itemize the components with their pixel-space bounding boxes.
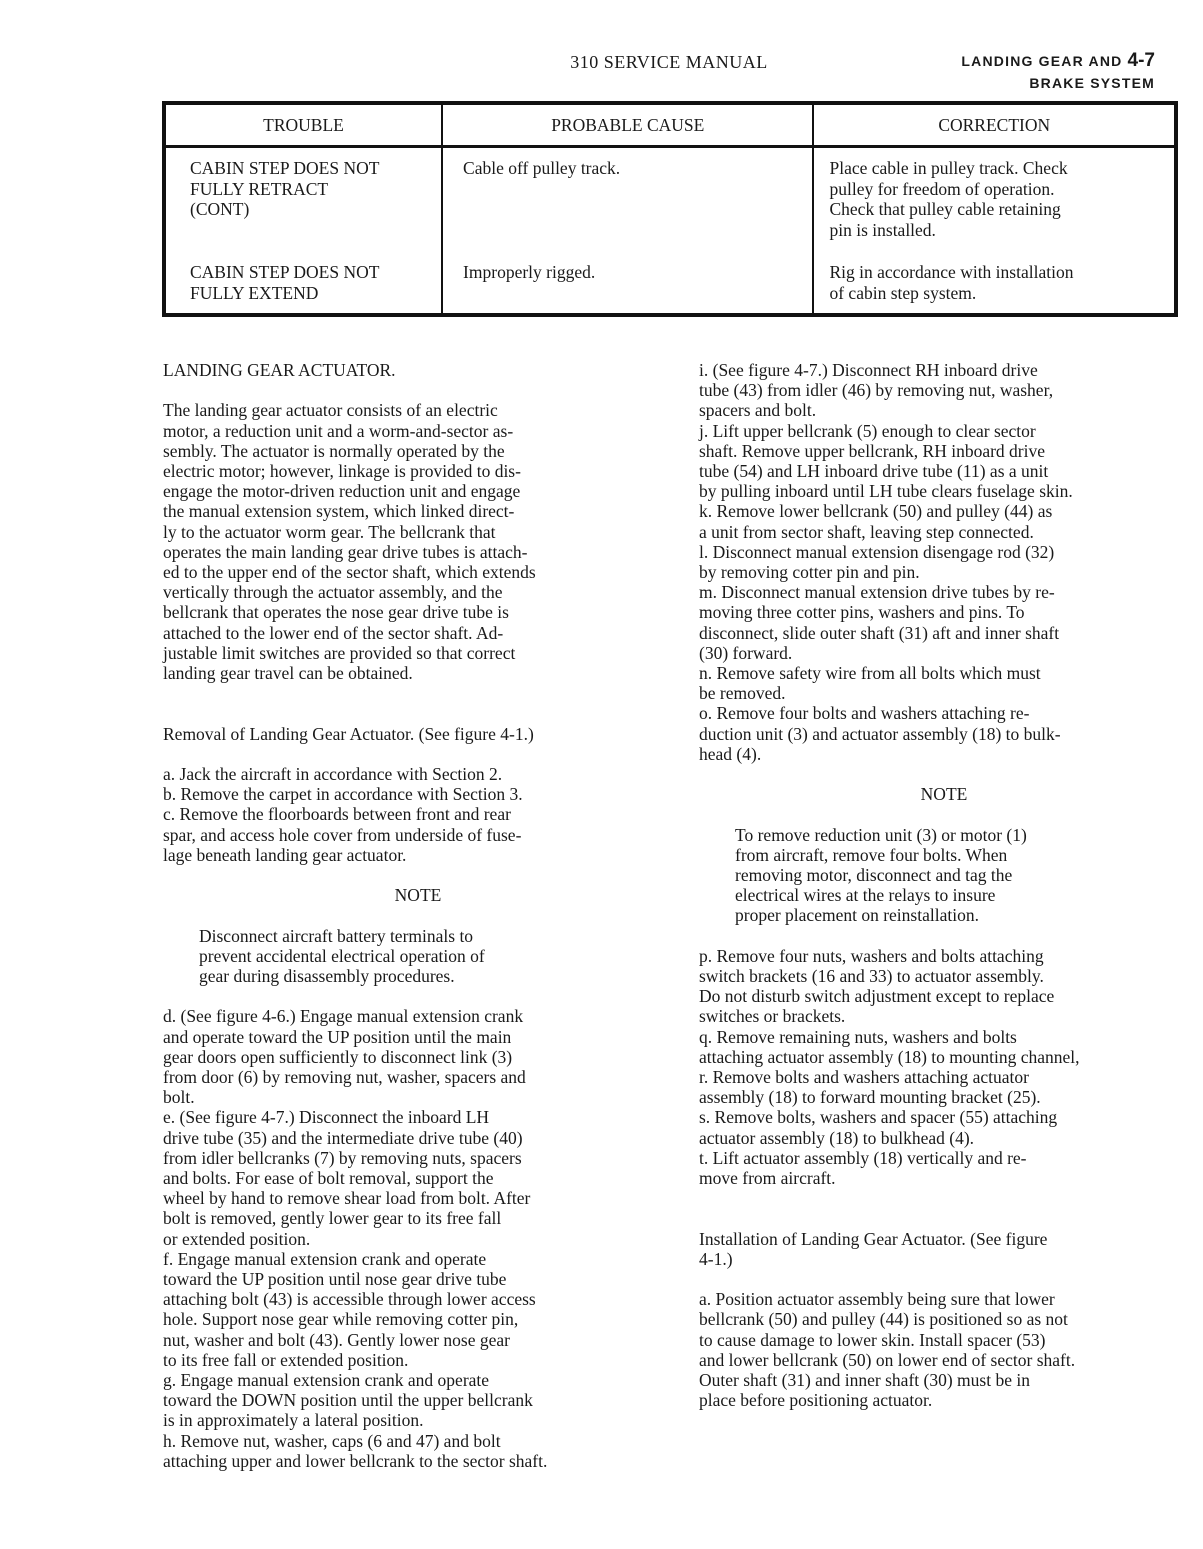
text-line: b. Remove the carpet in accordance with Section 3. [163, 784, 523, 805]
text-line: duction unit (3) and actuator assembly (18) to bulk- [699, 723, 1061, 744]
text-line: gear doors open sufficiently to disconnect link (3) [163, 1046, 513, 1067]
right-text-column [699, 360, 1189, 1410]
cell-line: CABIN STEP DOES NOT [190, 158, 380, 178]
text-line: attaching actuator assembly (18) to mounting channel, [699, 1046, 1080, 1067]
cell-line: Check that pulley cable retaining [829, 199, 1061, 219]
text-line: tube (43) from idler (46) by removing nut, washer, [699, 380, 1054, 401]
troubleshooting-table [162, 101, 1178, 317]
text-line: bolt is removed, gently lower gear to its free fall [163, 1208, 502, 1229]
note-text: gear during disassembly procedures. [199, 966, 455, 986]
text-line: shaft. Remove upper bellcrank, RH inboard drive [699, 440, 1046, 461]
text-line: n. Remove safety wire from all bolts which must [699, 663, 1041, 684]
cause-cell [442, 147, 813, 247]
text-line: engage the motor-driven reduction unit and engage [163, 481, 521, 502]
cell-line: FULLY EXTEND [190, 282, 319, 303]
text-line: vertically through the actuator assembly, and the [163, 582, 503, 603]
cell-line: CABIN STEP DOES NOT [190, 262, 380, 282]
text-line: i. (See figure 4-7.) Disconnect RH inboard drive [699, 360, 1038, 380]
text-line: p. Remove four nuts, washers and bolts attaching [699, 945, 1044, 966]
text-line: wheel by hand to remove shear load from bolt. After [163, 1188, 531, 1209]
cell-line: pin is installed. [829, 219, 936, 240]
header-trouble: TROUBLE [164, 103, 442, 147]
cell-line: Cable off pulley track. [463, 158, 621, 178]
blank-line [163, 865, 673, 885]
text-line: actuator assembly (18) to bulkhead (4). [699, 1127, 975, 1148]
blank-line [699, 1188, 1189, 1208]
cause-cell [442, 246, 813, 315]
text-line: g. Engage manual extension crank and operate [163, 1370, 490, 1391]
text-line: ly to the actuator worm gear. The bellcrank that [163, 521, 496, 542]
blank-line [163, 986, 673, 1006]
cell-line: FULLY RETRACT [190, 178, 329, 199]
text-line: the manual extension system, which linked direct- [163, 501, 515, 522]
cell-line: Place cable in pulley track. Check [829, 158, 1068, 178]
text-line: r. Remove bolts and washers attaching actuator [699, 1067, 1029, 1088]
note-heading: NOTE [394, 885, 442, 906]
text-line: bellcrank (50) and pulley (44) is positioned so as not [699, 1309, 1068, 1330]
note-text: electrical wires at the relays to insure [735, 885, 996, 906]
text-line: and operate toward the UP position until the main [163, 1026, 512, 1047]
text-line: motor, a reduction unit and a worm-and-sector as- [163, 420, 514, 441]
text-line: m. Disconnect manual extension drive tubes by re- [699, 582, 1055, 603]
text-line: is in approximately a lateral position. [163, 1410, 424, 1431]
trouble-cell [164, 147, 442, 247]
left-text-column [163, 360, 673, 1471]
text-line: q. Remove remaining nuts, washers and bolts [699, 1026, 1017, 1047]
blank-line [699, 1269, 1189, 1289]
text-line: assembly (18) to forward mounting bracket (25). [699, 1087, 1041, 1108]
text-line: electric motor; however, linkage is provided to dis- [163, 461, 521, 481]
correction-cell [813, 246, 1176, 315]
text-line: to cause damage to lower skin. Install spacer (53) [699, 1329, 1046, 1350]
text-line: moving three cotter pins, washers and pins. To [699, 602, 1025, 623]
cell-line: Improperly rigged. [463, 262, 596, 282]
section-title-line1: LANDING GEAR AND [961, 53, 1123, 69]
text-line: bellcrank that operates the nose gear drive tube is [163, 602, 509, 623]
header-correction: CORRECTION [813, 103, 1176, 147]
note-heading: NOTE [920, 784, 968, 805]
cell-line: pulley for freedom of operation. [829, 178, 1055, 199]
text-line: toward the DOWN position until the upper bellcrank [163, 1390, 533, 1411]
text-line: hole. Support nose gear while removing cotter pin, [163, 1309, 519, 1330]
text-line: sembly. The actuator is normally operated by the [163, 440, 505, 461]
text-line: toward the UP position until nose gear drive tube [163, 1269, 507, 1290]
text-line: attaching bolt (43) is accessible through lower access [163, 1289, 536, 1310]
text-line: Installation of Landing Gear Actuator. (See figure [699, 1228, 1048, 1249]
text-line: Removal of Landing Gear Actuator. (See figure 4-1.) [163, 723, 534, 744]
text-line: switches or brackets. [699, 1006, 846, 1027]
text-line: and lower bellcrank (50) on lower end of sector shaft. [699, 1349, 1076, 1370]
text-line: head (4). [699, 743, 762, 764]
cell-line: of cabin step system. [829, 282, 977, 303]
note-text: proper placement on reinstallation. [735, 905, 979, 926]
blank-line [699, 764, 1189, 784]
text-line: switch brackets (16 and 33) to actuator assembly. [699, 966, 1044, 987]
blank-line [163, 703, 673, 723]
text-line: and bolts. For ease of bolt removal, support the [163, 1168, 494, 1189]
blank-line [163, 380, 673, 400]
section-header [961, 50, 1155, 94]
text-line: e. (See figure 4-7.) Disconnect the inboard LH [163, 1107, 490, 1128]
text-line: tube (54) and LH inboard drive tube (11) as a unit [699, 461, 1049, 482]
text-line: s. Remove bolts, washers and spacer (55) attaching [699, 1107, 1058, 1128]
cell-line: (CONT) [190, 199, 250, 219]
text-line: move from aircraft. [699, 1168, 836, 1189]
text-line: (30) forward. [699, 642, 793, 663]
text-line: place before positioning actuator. [699, 1390, 933, 1411]
text-line: by removing cotter pin and pin. [699, 562, 920, 583]
text-line: a unit from sector shaft, leaving step connected. [699, 521, 1034, 542]
text-line: j. Lift upper bellcrank (5) enough to clear sector [699, 420, 1036, 441]
text-line: 4-1.) [699, 1248, 733, 1269]
blank-line [163, 905, 673, 925]
blank-line [699, 926, 1189, 946]
section-title-line2: BRAKE SYSTEM [1029, 75, 1155, 91]
text-line: The landing gear actuator consists of an electric [163, 400, 498, 421]
text-line: attached to the lower end of the sector shaft. Ad- [163, 622, 504, 643]
manual-title: 310 SERVICE MANUAL [570, 52, 768, 72]
text-line: a. Position actuator assembly being sure that lower [699, 1289, 1055, 1310]
table-row [164, 147, 1176, 247]
blank-line [163, 683, 673, 703]
text-line: o. Remove four bolts and washers attaching re- [699, 703, 1030, 724]
text-line: a. Jack the aircraft in accordance with Section 2. [163, 764, 503, 784]
note-text: Disconnect aircraft battery terminals to [199, 925, 474, 946]
text-line: Do not disturb switch adjustment except to replace [699, 986, 1055, 1007]
note-text: removing motor, disconnect and tag the [735, 865, 1013, 886]
text-line: disconnect, slide outer shaft (31) aft and inner shaft [699, 622, 1060, 643]
blank-line [699, 1208, 1189, 1228]
blank-line [163, 744, 673, 764]
text-line: f. Engage manual extension crank and operate [163, 1248, 487, 1269]
text-line: k. Remove lower bellcrank (50) and pulley (44) as [699, 501, 1053, 522]
text-line: t. Lift actuator assembly (18) vertically and re- [699, 1147, 1027, 1168]
text-line: spacers and bolt. [699, 400, 817, 421]
text-line: landing gear travel can be obtained. [163, 663, 413, 684]
cell-line: Rig in accordance with installation [829, 262, 1074, 282]
header-probable-cause: PROBABLE CAUSE [442, 103, 813, 147]
blank-line [699, 804, 1189, 824]
text-line: lage beneath landing gear actuator. [163, 844, 407, 865]
correction-cell [813, 147, 1176, 247]
text-line: from door (6) by removing nut, washer, spacers and [163, 1067, 526, 1087]
text-line: justable limit switches are provided so that correct [163, 642, 516, 663]
text-line: spar, and access hole cover from underside of fuse- [163, 824, 522, 845]
text-line: nut, washer and bolt (43). Gently lower nose gear [163, 1329, 510, 1350]
text-line: l. Disconnect manual extension disengage rod (32) [699, 541, 1055, 562]
text-line: or extended position. [163, 1228, 311, 1249]
table-row [164, 246, 1176, 315]
text-line: bolt. [163, 1087, 195, 1108]
text-line: from idler bellcranks (7) by removing nuts, spacers [163, 1147, 522, 1168]
text-line: to its free fall or extended position. [163, 1349, 409, 1370]
text-line: be removed. [699, 683, 786, 704]
text-line: h. Remove nut, washer, caps (6 and 47) and bolt [163, 1430, 501, 1451]
page-number: 4-7 [1127, 50, 1155, 71]
text-line: LANDING GEAR ACTUATOR. [163, 360, 396, 380]
text-line: d. (See figure 4-6.) Engage manual extension crank [163, 1006, 524, 1027]
text-line: operates the main landing gear drive tubes is attach- [163, 541, 528, 562]
note-text: prevent accidental electrical operation of [199, 945, 485, 966]
trouble-cell [164, 246, 442, 315]
note-text: To remove reduction unit (3) or motor (1) [735, 824, 1027, 845]
text-line: ed to the upper end of the sector shaft, which extends [163, 562, 536, 583]
text-line: by pulling inboard until LH tube clears fuselage skin. [699, 481, 1073, 502]
note-text: from aircraft, remove four bolts. When [735, 844, 1008, 865]
text-line: attaching upper and lower bellcrank to the sector shaft. [163, 1450, 548, 1471]
text-line: Outer shaft (31) and inner shaft (30) must be in [699, 1370, 1030, 1391]
text-line: c. Remove the floorboards between front and rear [163, 804, 511, 825]
text-line: drive tube (35) and the intermediate drive tube (40) [163, 1127, 523, 1148]
